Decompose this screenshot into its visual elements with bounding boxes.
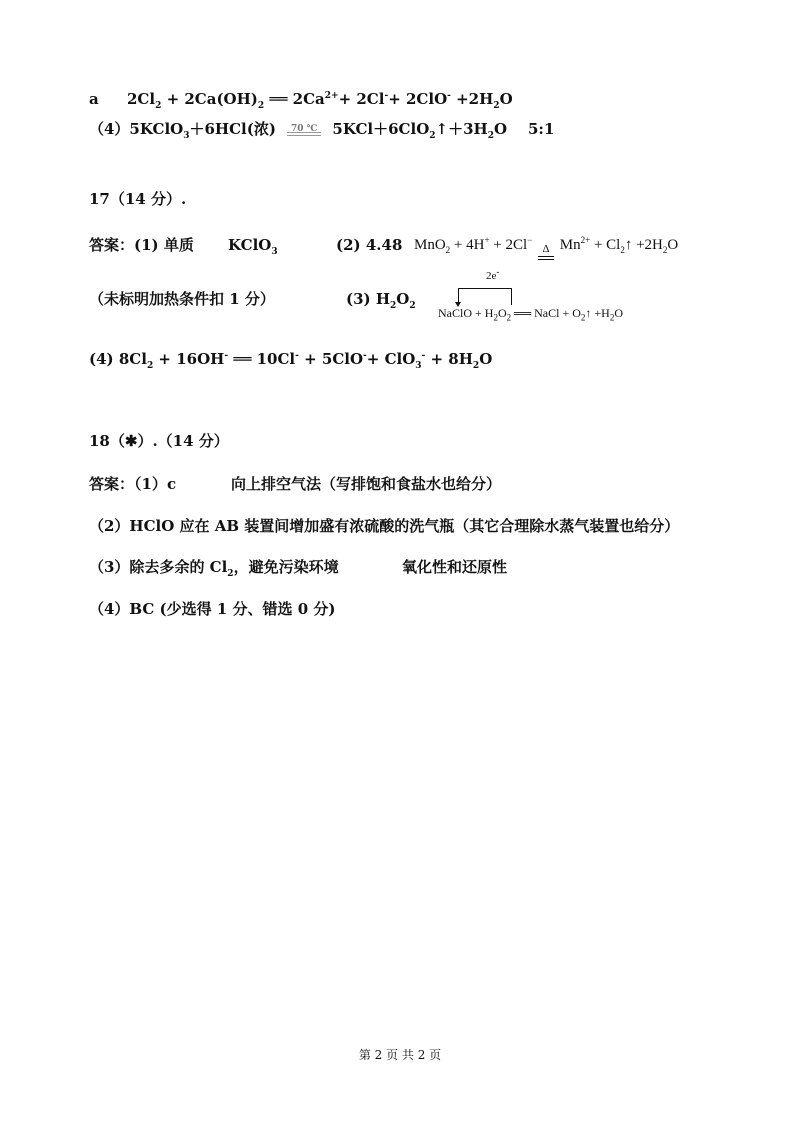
line-a-label: a [89, 90, 99, 108]
q18-part4: （4）BC (少选得 1 分、错选 0 分) [89, 600, 336, 618]
naclo-equation: NaClO + $H_2O_2$ ══ NaCl + $O_2↑ +H_2O$ [438, 306, 623, 323]
mno2-equation: MnO$_2$ + 4H+ + 2Cl− Δ $Mn^{2+}$ + $Cl_2↑ +2H_2O$ [414, 235, 678, 255]
q17-note: （未标明加热条件扣 1 分） [89, 290, 275, 308]
q18-part3-answer: 氧化性和还原性 [402, 558, 508, 576]
transfer-label: 2e- [486, 266, 500, 282]
electron-transfer-diagram [438, 266, 668, 330]
q18-part2: （2）HClO 应在 AB 装置间增加盛有浓硫酸的洗气瓶（其它合理除水蒸气装置也给分） [89, 517, 680, 535]
page-footer: 第 2 页 共 2 页 [358, 1048, 442, 1062]
cl2-oh-equation: (4) $8Cl_2 + 16OH^-$ ══ $10Cl^- + 5ClO^-+ ClO_3^- + 8H_2O$ [89, 350, 493, 371]
q17-answer-label: 答案：(1) 单质 [89, 236, 194, 254]
q18-part1-label: 答案：（1）c [89, 475, 177, 493]
q17-part2-label: (2) 4.48 [336, 236, 403, 254]
reaction-condition: 70 ℃ [281, 119, 327, 142]
transfer-bracket [458, 288, 512, 305]
q18-part3: （3）除去多余的 $Cl_2$，避免污染环境 [89, 558, 339, 579]
line-a-equation: $2Cl_2 + 2Ca(OH)_2$ ══ $2Ca^{2+}+ 2Cl^-+ 2ClO^- +2H_2O$ [127, 90, 513, 111]
q17-part3-label: (3) $H_2O_2$ [346, 290, 416, 311]
kclo3-equation: （4）5KClO$_3$＋6HCl(浓) $^{70 ℃}$ $5KCl+6ClO_2↑+3H_2O$ [89, 120, 508, 141]
kclo3-formula: KClO$_3$ [228, 236, 278, 257]
q18-part1-answer: 向上排空气法（写排饱和食盐水也给分） [231, 475, 502, 493]
ratio: 5:1 [528, 120, 555, 138]
